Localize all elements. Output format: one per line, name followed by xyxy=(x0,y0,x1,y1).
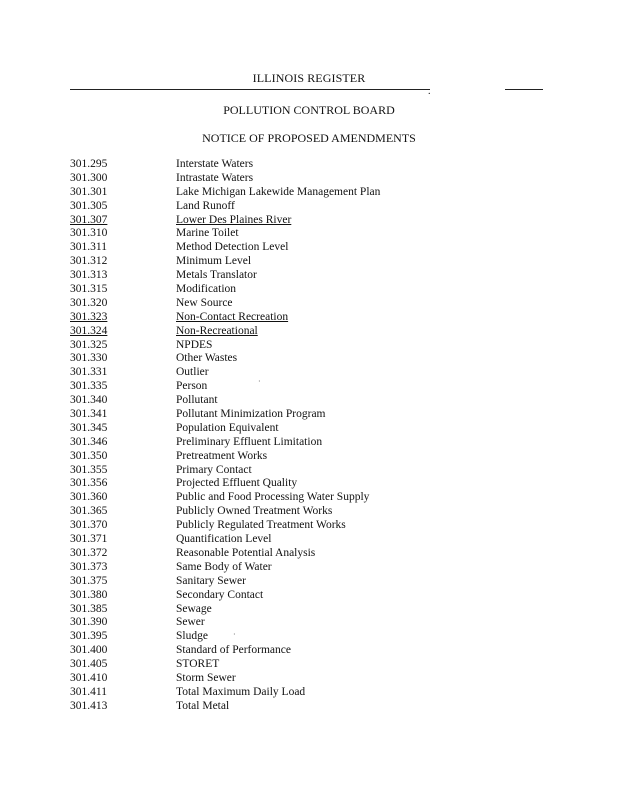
header-rule xyxy=(70,89,430,90)
definition-row xyxy=(70,575,550,589)
section-number: 301.305 xyxy=(70,199,108,212)
section-number: 301.320 xyxy=(70,296,108,309)
definition-term: Standard of Performance xyxy=(176,644,291,657)
definition-row xyxy=(70,297,550,311)
definition-row xyxy=(70,616,550,630)
definition-term: STORET xyxy=(176,658,220,671)
section-number: 301.323 xyxy=(70,310,108,323)
definition-row xyxy=(70,464,550,478)
definition-term: Quantification Level xyxy=(176,533,272,546)
section-number: 301.331 xyxy=(70,366,108,379)
definition-term: Other Wastes xyxy=(176,352,238,365)
section-number: 301.390 xyxy=(70,616,108,629)
section-number: 301.301 xyxy=(70,185,108,198)
section-number: 301.315 xyxy=(70,283,108,296)
section-number: 301.385 xyxy=(70,602,108,615)
definition-term: Person xyxy=(176,380,208,393)
section-number: 301.330 xyxy=(70,352,108,365)
definition-term: Marine Toilet xyxy=(176,227,239,240)
definition-term: Interstate Waters xyxy=(176,158,254,170)
section-number: 301.405 xyxy=(70,658,108,671)
definition-row xyxy=(70,380,550,394)
definition-row xyxy=(70,630,550,644)
definition-term: Same Body of Water xyxy=(176,560,272,573)
definition-row xyxy=(70,436,550,450)
definition-row xyxy=(70,325,550,339)
section-number: 301.400 xyxy=(70,644,108,657)
section-number: 301.355 xyxy=(70,463,108,476)
section-number: 301.370 xyxy=(70,519,108,532)
definition-row xyxy=(70,227,550,241)
definition-row xyxy=(70,561,550,575)
header-rule-mark: . xyxy=(428,86,431,97)
definition-row xyxy=(70,422,550,436)
definition-term: Publicly Regulated Treatment Works xyxy=(176,519,346,532)
definition-term: Lower Des Plaines River xyxy=(176,213,292,226)
definition-row xyxy=(70,186,550,200)
section-number: 301.324 xyxy=(70,324,108,337)
section-number: 301.313 xyxy=(70,269,108,282)
definition-row xyxy=(70,408,550,422)
section-number: 301.341 xyxy=(70,408,108,421)
definition-row xyxy=(70,172,550,186)
definition-term: Reasonable Potential Analysis xyxy=(176,546,316,559)
definition-row xyxy=(70,491,550,505)
definition-term: New Source xyxy=(176,296,233,309)
definition-term: Population Equivalent xyxy=(176,421,279,434)
definitions-list xyxy=(70,158,550,714)
section-number: 301.300 xyxy=(70,171,108,184)
scan-speck: · xyxy=(233,630,236,639)
section-number: 301.345 xyxy=(70,421,108,434)
section-number: 301.356 xyxy=(70,477,108,490)
definition-term: Pretreatment Works xyxy=(176,449,268,462)
definition-term: Sludge xyxy=(176,630,208,643)
definition-term: Primary Contact xyxy=(176,463,252,476)
definition-term: NPDES xyxy=(176,338,213,351)
definition-term: Land Runoff xyxy=(176,199,235,212)
section-number: 301.335 xyxy=(70,380,108,393)
section-number: 301.295 xyxy=(70,158,108,170)
section-number: 301.311 xyxy=(70,241,107,254)
section-number: 301.360 xyxy=(70,491,108,504)
definition-term: Pollutant xyxy=(176,394,218,407)
section-number: 301.395 xyxy=(70,630,108,643)
section-number: 301.372 xyxy=(70,546,108,559)
section-number: 301.375 xyxy=(70,574,108,587)
definition-row xyxy=(70,547,550,561)
section-number: 301.410 xyxy=(70,671,108,684)
definition-row xyxy=(70,283,550,297)
register-title-text: ILLINOIS REGISTER xyxy=(252,71,366,85)
definition-row xyxy=(70,519,550,533)
definition-term: Method Detection Level xyxy=(176,241,289,254)
agency-name: POLLUTION CONTROL BOARD xyxy=(223,103,395,117)
definition-term: Lake Michigan Lakewide Management Plan xyxy=(176,185,381,198)
definition-row xyxy=(70,686,550,700)
definition-term: Storm Sewer xyxy=(176,671,236,684)
definition-term: Projected Effluent Quality xyxy=(176,477,298,490)
definition-row xyxy=(70,533,550,547)
definition-row xyxy=(70,158,550,172)
definition-row xyxy=(70,450,550,464)
definition-term: Pollutant Minimization Program xyxy=(176,408,326,421)
section-number: 301.380 xyxy=(70,588,108,601)
section-number: 301.413 xyxy=(70,699,108,712)
definition-row xyxy=(70,603,550,617)
definition-row xyxy=(70,477,550,491)
definition-row xyxy=(70,366,550,380)
definition-row xyxy=(70,589,550,603)
definition-term: Secondary Contact xyxy=(176,588,264,601)
definition-row xyxy=(70,505,550,519)
definition-row xyxy=(70,241,550,255)
section-number: 301.307 xyxy=(70,213,108,226)
definition-term: Public and Food Processing Water Supply xyxy=(176,491,370,504)
definition-term: Total Metal xyxy=(176,699,230,712)
definition-row xyxy=(70,255,550,269)
section-number: 301.346 xyxy=(70,435,108,448)
definition-row xyxy=(70,311,550,325)
section-number: 301.325 xyxy=(70,338,108,351)
definition-term: Metals Translator xyxy=(176,269,257,282)
section-number: 301.371 xyxy=(70,533,108,546)
definition-row xyxy=(70,700,550,714)
scan-speck: · xyxy=(258,377,261,386)
definition-term: Sewer xyxy=(176,616,205,629)
definition-row xyxy=(70,214,550,228)
definition-term: Total Maximum Daily Load xyxy=(176,685,306,698)
definition-row xyxy=(70,672,550,686)
definition-row xyxy=(70,269,550,283)
notice-title: NOTICE OF PROPOSED AMENDMENTS xyxy=(202,131,416,145)
register-title xyxy=(0,71,618,86)
definition-term: Sewage xyxy=(176,602,212,615)
definition-row xyxy=(70,352,550,366)
definition-term: Modification xyxy=(176,283,237,296)
definition-row xyxy=(70,644,550,658)
definition-term: Non-Contact Recreation xyxy=(176,310,289,323)
section-number: 301.310 xyxy=(70,227,108,240)
definition-term: Minimum Level xyxy=(176,255,252,268)
header-rule-tail xyxy=(505,89,543,90)
section-number: 301.373 xyxy=(70,560,108,573)
definition-term: Sanitary Sewer xyxy=(176,574,246,587)
definition-row xyxy=(70,339,550,353)
section-number: 301.312 xyxy=(70,255,108,268)
definition-row xyxy=(70,394,550,408)
section-number: 301.411 xyxy=(70,685,107,698)
section-number: 301.350 xyxy=(70,449,108,462)
section-number: 301.340 xyxy=(70,394,108,407)
section-number: 301.365 xyxy=(70,505,108,518)
definition-term: Intrastate Waters xyxy=(176,171,254,184)
definition-row xyxy=(70,658,550,672)
definition-term: Outlier xyxy=(176,366,209,379)
definition-row xyxy=(70,200,550,214)
definition-term: Non-Recreational xyxy=(176,324,258,337)
definition-term: Preliminary Effluent Limitation xyxy=(176,435,323,448)
definition-term: Publicly Owned Treatment Works xyxy=(176,505,333,518)
